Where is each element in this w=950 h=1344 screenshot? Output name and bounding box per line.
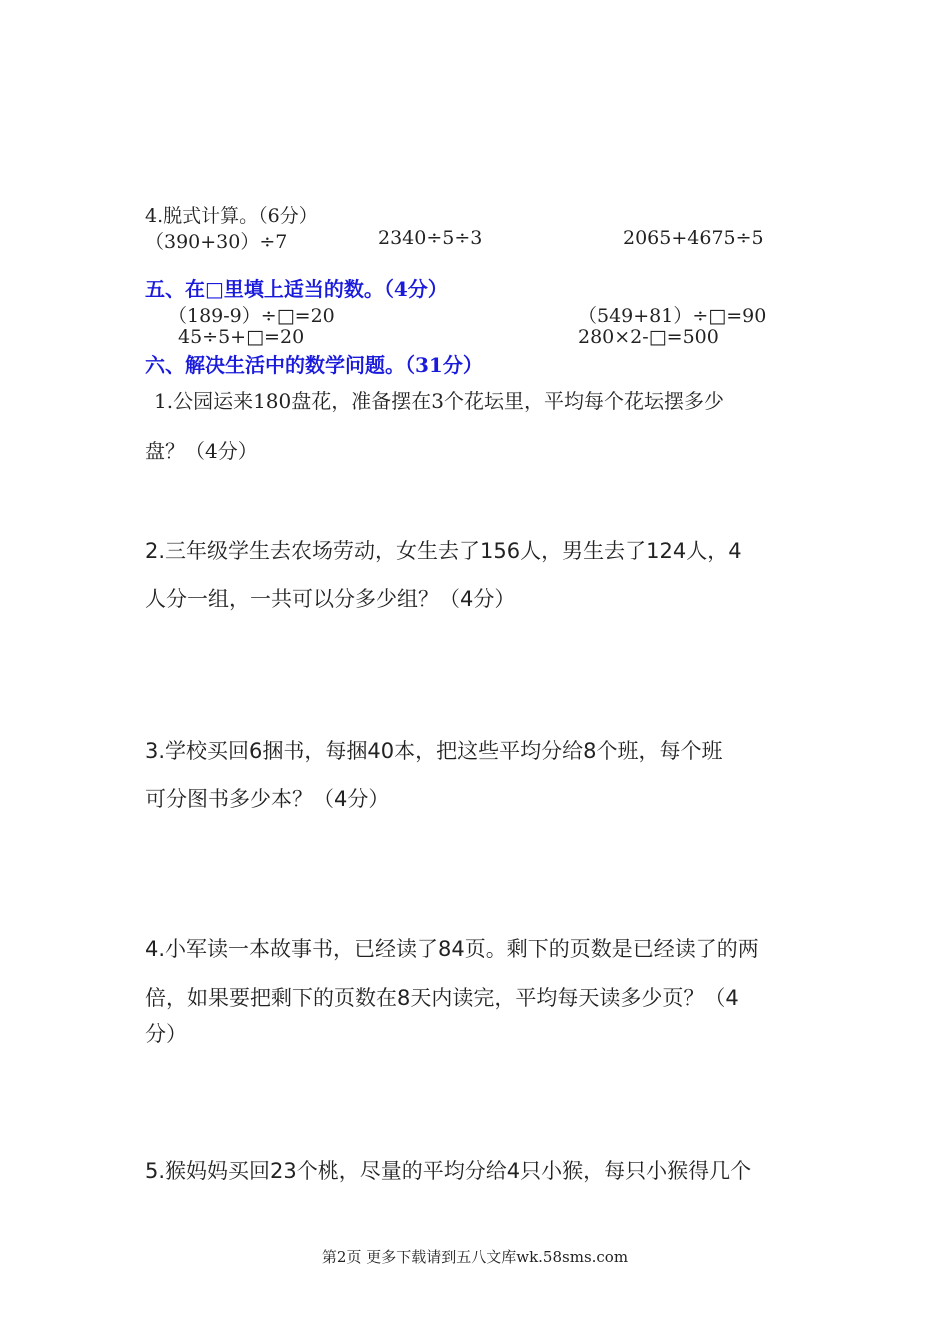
expression-2: 2340÷5÷3	[378, 227, 483, 249]
problem-4-line-1: 4.小军读一本故事书，已经读了84页。剩下的页数是已经读了的两	[145, 937, 759, 961]
page-footer: 第2页 更多下载请到五八文库wk.58sms.com	[321, 1248, 629, 1266]
problem-2-line-1: 2.三年级学生去农场劳动，女生去了156人，男生去了124人，4	[145, 539, 742, 563]
fill-item-2: （549+81）÷□=90	[578, 305, 767, 327]
fill-item-1: （189-9）÷□=20	[168, 305, 335, 327]
problem-1-line-1: 1.公园运来180盘花，准备摆在3个花坛里，平均每个花坛摆多少	[154, 389, 724, 413]
problem-3-line-1: 3.学校买回6捆书，每捆40本，把这些平均分给8个班，每个班	[145, 739, 723, 763]
problem-1-line-2: 盘？（4分）	[145, 439, 258, 463]
expression-1: （390+30）÷7	[145, 231, 288, 253]
fill-item-4: 280×2-□=500	[578, 326, 719, 348]
problem-3-line-2: 可分图书多少本？（4分）	[145, 787, 390, 811]
problem-2-line-2: 人分一组，一共可以分多少组？（4分）	[145, 587, 516, 611]
problem-4-line-2: 倍，如果要把剩下的页数在8天内读完，平均每天读多少页？（4	[145, 986, 739, 1010]
section6-heading: 六、解决生活中的数学问题。（31分）	[145, 353, 483, 377]
section5-heading: 五、在□里填上适当的数。（4分）	[145, 277, 448, 301]
section4-title: 4.脱式计算。（6分）	[145, 205, 318, 227]
fill-item-3: 45÷5+□=20	[178, 326, 305, 348]
problem-5-line-1: 5.猴妈妈买回23个桃，尽量的平均分给4只小猴，每只小猴得几个	[145, 1159, 752, 1183]
expression-3: 2065+4675÷5	[623, 227, 764, 249]
problem-4-line-3: 分）	[145, 1022, 187, 1046]
